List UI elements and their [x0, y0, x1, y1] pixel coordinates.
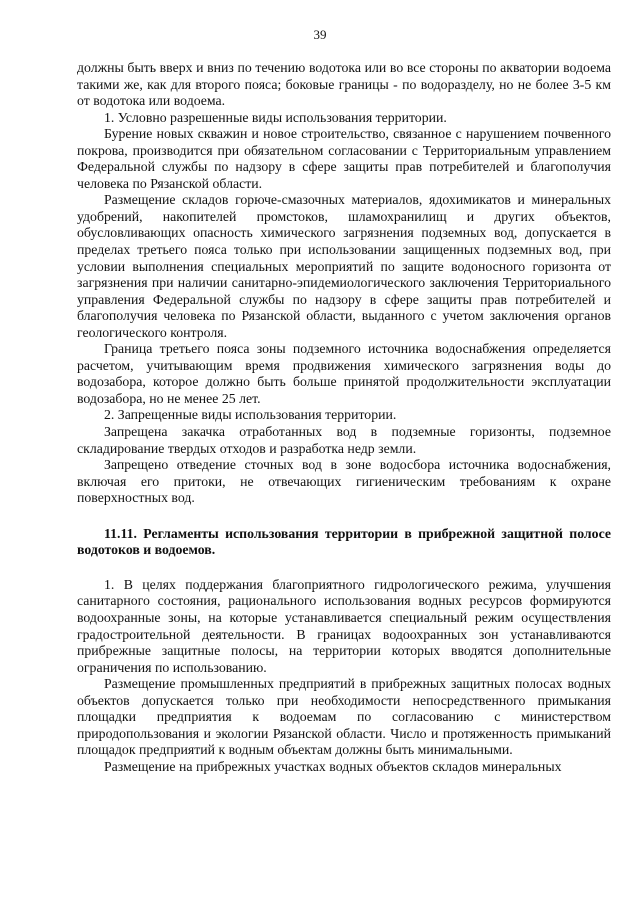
paragraph-third-belt-boundary: Граница третьего пояса зоны подземного источника водоснабжения определяется расчетом, учитывающим время продвижения химического загрязнения воды до водозабора, которое должно быть больше принятой продолжительности эксплуатации водозабора, но не менее 25 лет. — [77, 341, 611, 406]
section-heading: 11.11. Регламенты использования территории в прибрежной защитной полосе водотоков и водоемов. — [77, 525, 611, 558]
paragraph-water-protection-zones: 1. В целях поддержания благоприятного гидрологического режима, улучшения санитарного состояния, рационального использования водных ресурсов формируются водоохранные зоны, на которые устанавливается специальный режим осуществления градостроительной деятельности. В границах водоохранных зон устанавливаются прибрежные защитные полосы, на территории которых вводятся дополнительные ограничения по использованию. — [77, 576, 611, 675]
paragraph-wastewater-prohibited: Запрещено отведение сточных вод в зоне водосбора источника водоснабжения, включая его притоки, не отвечающих гигиеническим требованиям к охране поверхностных вод. — [77, 457, 611, 506]
paragraph-drilling: Бурение новых скважин и новое строительство, связанное с нарушением почвенного покрова, производится при обязательном согласовании с Территориальным управлением Федеральной службы по надзору в сфере защиты прав потребителей и благополучия человека по Рязанской области. — [77, 126, 611, 191]
paragraph-prohibited-uses-title: 2. Запрещенные виды использования территории. — [104, 407, 397, 423]
paragraph-coastal-storage: Размещение на прибрежных участках водных объектов складов минеральных — [104, 758, 562, 774]
paragraph-industrial-placement: Размещение промышленных предприятий в прибрежных защитных полосах водных объектов допускается только при необходимости непосредственного примыкания площадки предприятия к водоемам по согласованию с министерством природопользования и экологии Рязанской области. Число и протяженность примыканий площадок предприятий к водным объектам должны быть минимальными. — [77, 676, 611, 758]
paragraph-storage-placement: Размещение складов горюче-смазочных материалов, ядохимикатов и минеральных удобрений, накопителей промстоков, шламохранилищ и других объектов, обусловливающих опасность химического загрязнения подземных вод, допускается в пределах третьего пояса только при использовании защищенных подземных вод, при условии выполнения специальных мероприятий по защите водоносного горизонта от загрязнения при наличии санитарно-эпидемиологического заключения Территориального управления Федеральной службы по надзору в сфере защиты прав потребителей и благополучия человека по Рязанской области, выданного с учетом заключения органов геологического контроля. — [77, 192, 611, 340]
paragraph-continuation: должны быть вверх и вниз по течению водотока или во все стороны по акватории водоема такими же, как для второго пояса; боковые границы - по водоразделу, но не более 3-5 км от водотока или водоема. — [77, 60, 611, 109]
paragraph-conditional-uses-title: 1. Условно разрешенные виды использования территории. — [104, 109, 447, 125]
page-number: 39 — [313, 27, 327, 42]
page-body — [77, 60, 611, 775]
paragraph-injection-prohibited: Запрещена закачка отработанных вод в подземные горизонты, подземное складирование твердых отходов и разработка недр земли. — [77, 424, 611, 456]
